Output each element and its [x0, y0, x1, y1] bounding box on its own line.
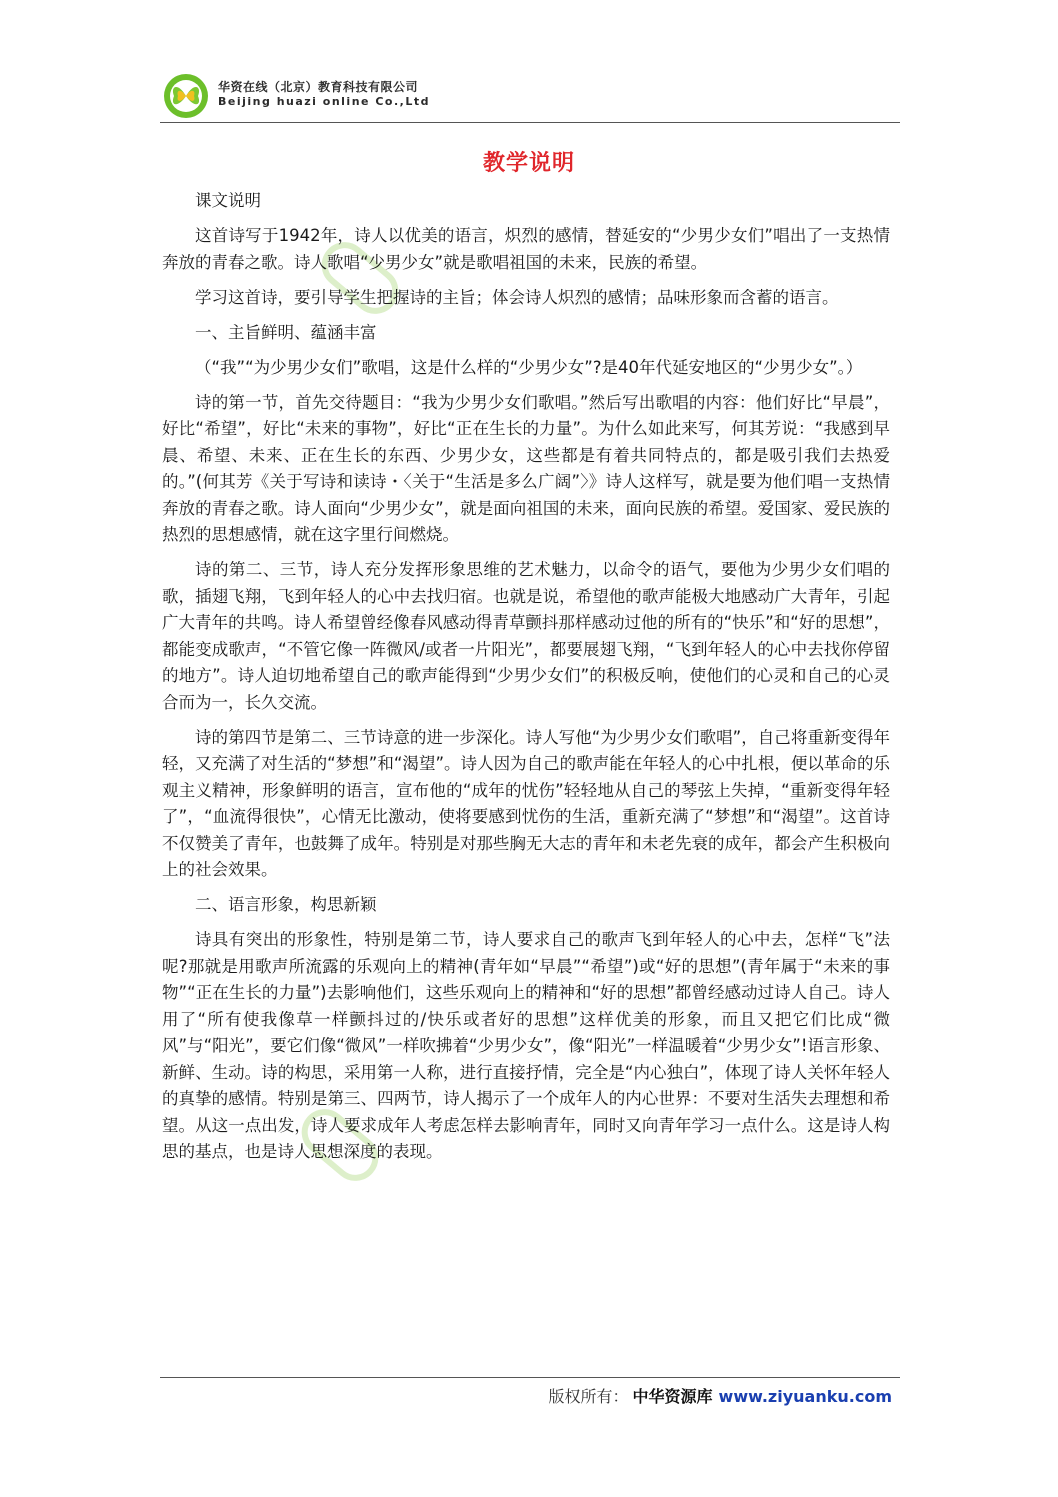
company-name-en: Beijing huazi online Co.,Ltd — [218, 95, 430, 108]
header-divider — [160, 122, 900, 123]
page-footer — [549, 1384, 893, 1407]
paragraph: 诗的第一节，首先交待题目：“我为少男少女们歌唱。”然后写出歌唱的内容：他们好比“早晨”，好比“希望”，好比“未来的事物”，好比“正在生长的力量”。为什么如此来写，何其芳说：“我感到早晨、希望、未来、正在生长的东西、少男少女，这些都是有着共同特点的，都是吸引我们去热爱的。”(何其芳《关于写诗和读诗・〈关于“生活是多么广阔”〉》诗人这样写，就是要为他们唱一支热情奔放的青春之歌。诗人面向“少男少女”，就是面向祖国的未来，面向民族的希望。爱国家、爱民族的热烈的思想感情，就在这字里行间燃烧。 — [162, 392, 890, 544]
paragraph: 学习这首诗，要引导学生把握诗的主旨；体会诗人炽烈的感情；品味形象而含蓄的语言。 — [195, 287, 839, 307]
section-heading: 二、语言形象，构思新颖 — [195, 895, 377, 914]
section-label: 课文说明 — [195, 191, 261, 210]
paragraph: （“我”“为少男少女们”歌唱，这是什么样的“少男少女”?是40年代延安地区的“少男少女”。） — [195, 357, 863, 377]
footer-divider — [160, 1377, 900, 1378]
green-butterfly-logo-icon — [162, 72, 210, 120]
section-heading: 一、主旨鲜明、蕴涵丰富 — [195, 322, 377, 342]
paragraph: 这首诗写于1942年，诗人以优美的语言，炽烈的感情，替延安的“少男少女们”唱出了一支热情奔放的青春之歌。诗人歌唱“少男少女”就是歌唱祖国的未来，民族的希望。 — [162, 226, 890, 272]
paragraph: 诗的第二、三节，诗人充分发挥形象思维的艺术魅力，以命令的语气，要他为少男少女们唱的歌，插翅飞翔，飞到年轻人的心中去找归宿。也就是说，希望他的歌声能极大地感动广大青年，引起广大青年的共鸣。诗人希望曾经像春风感动得青草颤抖那样感动过他的所有的“快乐”和“好的思想”，都能变成歌声，“不管它像一阵微风/或者一片阳光”，都要展翅飞翔，“飞到年轻人的心中去找你停留的地方”。诗人迫切地希望自己的歌声能得到“少男少女们”的积极反响，使他们的心灵和自己的心灵合而为一，长久交流。 — [162, 560, 890, 712]
company-name — [218, 80, 430, 109]
page-header — [160, 68, 900, 122]
paragraph: 诗具有突出的形象性，特别是第二节，诗人要求自己的歌声飞到年轻人的心中去，怎样“飞”法呢?那就是用歌声所流露的乐观向上的精神(青年如“早晨”“希望”)或“好的思想”(青年属于“未来的事物”“正在生长的力量”)去影响他们，这些乐观向上的精神和“好的思想”都曾经感动过诗人自己。诗人用了“所有使我像草一样颤抖过的/快乐或者好的思想”这样优美的形象，而且又把它们比成“微风”与“阳光”，要它们像“微风”一样吹拂着“少男少女”，像“阳光”一样温暖着“少男少女”!语言形象、新鲜、生动。诗的构思，采用第一人称，进行直接抒情，完全是“内心独白”，体现了诗人关怀年轻人的真挚的感情。特别是第三、四两节，诗人揭示了一个成年人的内心世界：不要对生活失去理想和希望。从这一点出发，诗人要求成年人考虑怎样去影响青年，同时又向青年学习一点什么。这是诗人构思的基点，也是诗人思想深度的表现。 — [162, 930, 890, 1161]
paragraph: 诗的第四节是第二、三节诗意的进一步深化。诗人写他“为少男少女们歌唱”，自己将重新变得年轻，又充满了对生活的“梦想”和“渴望”。诗人因为自己的歌声能在年轻人的心中扎根，便以革命的乐观主义精神，形象鲜明的语言，宣布他的“成年的忧伤”轻轻地从自己的琴弦上失掉，“重新变得年轻了”，“血流得很快”，心情无比激动，使将要感到忧伤的生活，重新充满了“梦想”和“渴望”。这首诗不仅赞美了青年，也鼓舞了成年。特别是对那些胸无大志的青年和未老先衰的成年，都会产生积极向上的社会效果。 — [162, 727, 890, 879]
copyright-owner: 中华资源库 — [632, 1387, 713, 1406]
footer-website-link[interactable]: www.ziyuanku.com — [718, 1387, 892, 1406]
page-title: 教学说明 — [482, 151, 575, 176]
document-body — [162, 188, 890, 1174]
company-name-cn: 华资在线（北京）教育科技有限公司 — [218, 80, 419, 94]
copyright-label: 版权所有： — [548, 1387, 629, 1406]
